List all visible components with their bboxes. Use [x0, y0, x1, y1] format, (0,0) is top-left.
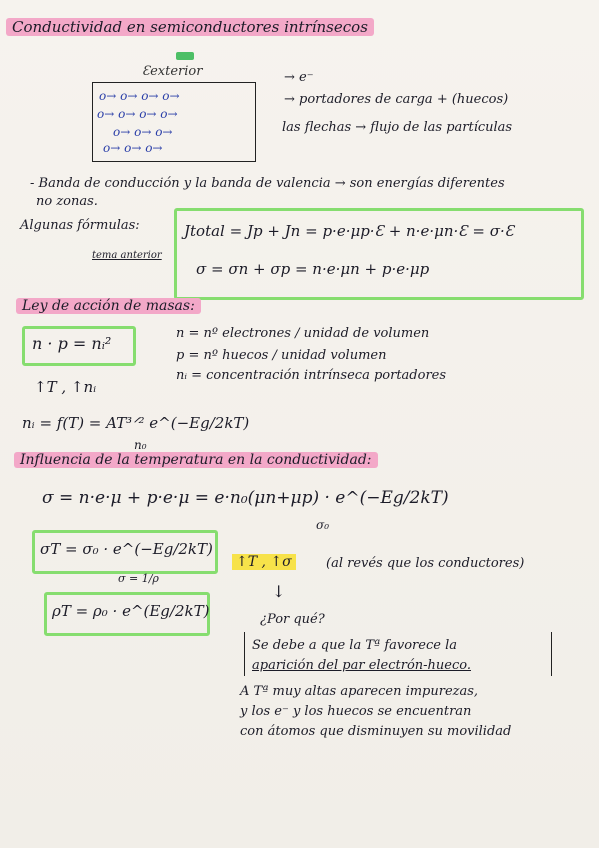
temperature-comment: (al revés que los conductores) — [326, 556, 525, 571]
sigma-full-formula: σ = n·e·μ + p·e·μ = e·n₀(μn+μp) · e^(−Eg/2kT) — [42, 488, 449, 508]
down-arrow-icon: ↓ — [272, 582, 286, 601]
question: ¿Por qué? — [260, 612, 325, 627]
ni-formula: nᵢ = f(T) = AT³ᐟ² e^(−Eg/2kT) — [22, 414, 250, 432]
legend-arrows: las flechas → flujo de las partículas — [282, 120, 513, 135]
temperature-sigma-increase: ↑T , ↑σ — [232, 554, 296, 570]
field-label: Ɛexterior — [142, 64, 203, 79]
current-density-formula: Jtotal = Jp + Jn = p·e·μp·Ɛ + n·e·μn·Ɛ = σ·Ɛ — [184, 222, 515, 240]
conductivity-formula: σ = σn + σp = n·e·μn + p·e·μp — [196, 260, 430, 278]
crystal-row: o→ o→ o→ — [113, 125, 173, 139]
bands-note-line2: no zonas. — [36, 194, 98, 209]
extra-line2: y los e⁻ y los huecos se encuentran — [240, 704, 472, 719]
page-title: Conductividad en semiconductores intrínsecos — [6, 18, 374, 36]
sigma-t-formula: σT = σ₀ · e^(−Eg/2kT) — [40, 540, 213, 558]
mass-action-equation: n · p = nᵢ² — [32, 334, 112, 353]
answer-line1: Se debe a que la Tª favorece la — [252, 638, 457, 653]
definition-n: n = nº electrones / unidad de volumen — [176, 326, 430, 341]
crystal-diagram — [92, 82, 256, 162]
formulas-label: Algunas fórmulas: — [20, 218, 140, 233]
n0-label: n₀ — [134, 438, 147, 452]
crystal-row: o→ o→ o→ o→ — [97, 107, 178, 121]
mass-action-header: Ley de acción de masas: — [16, 298, 201, 314]
definition-p: p = nº huecos / unidad volumen — [176, 348, 387, 363]
temperature-increase: ↑T , ↑nᵢ — [34, 378, 97, 396]
legend-electron: → e⁻ — [284, 70, 314, 85]
extra-line3: con átomos que disminuyen su movilidad — [240, 724, 512, 739]
sigma-rho-relation: σ = 1/ρ — [118, 572, 159, 585]
legend-carriers: → portadores de carga + (huecos) — [284, 92, 509, 107]
formulas-sublabel: tema anterior — [92, 250, 162, 261]
bands-note-line1: - Banda de conducción y la banda de valencia → son energías diferentes — [30, 176, 505, 191]
answer-line2: aparición del par electrón-hueco. — [252, 658, 471, 673]
crystal-row: o→ o→ o→ o→ — [99, 89, 180, 103]
definition-ni: nᵢ = concentración intrínseca portadores — [176, 368, 447, 383]
crystal-row: o→ o→ o→ — [103, 141, 163, 155]
sigma0-label: σ₀ — [316, 518, 330, 532]
field-arrow-icon — [176, 52, 194, 60]
extra-line1: A Tª muy altas aparecen impurezas, — [240, 684, 479, 699]
temperature-header: Influencia de la temperatura en la conductividad: — [14, 452, 378, 468]
rho-t-formula: ρT = ρ₀ · e^(Eg/2kT) — [52, 602, 210, 620]
